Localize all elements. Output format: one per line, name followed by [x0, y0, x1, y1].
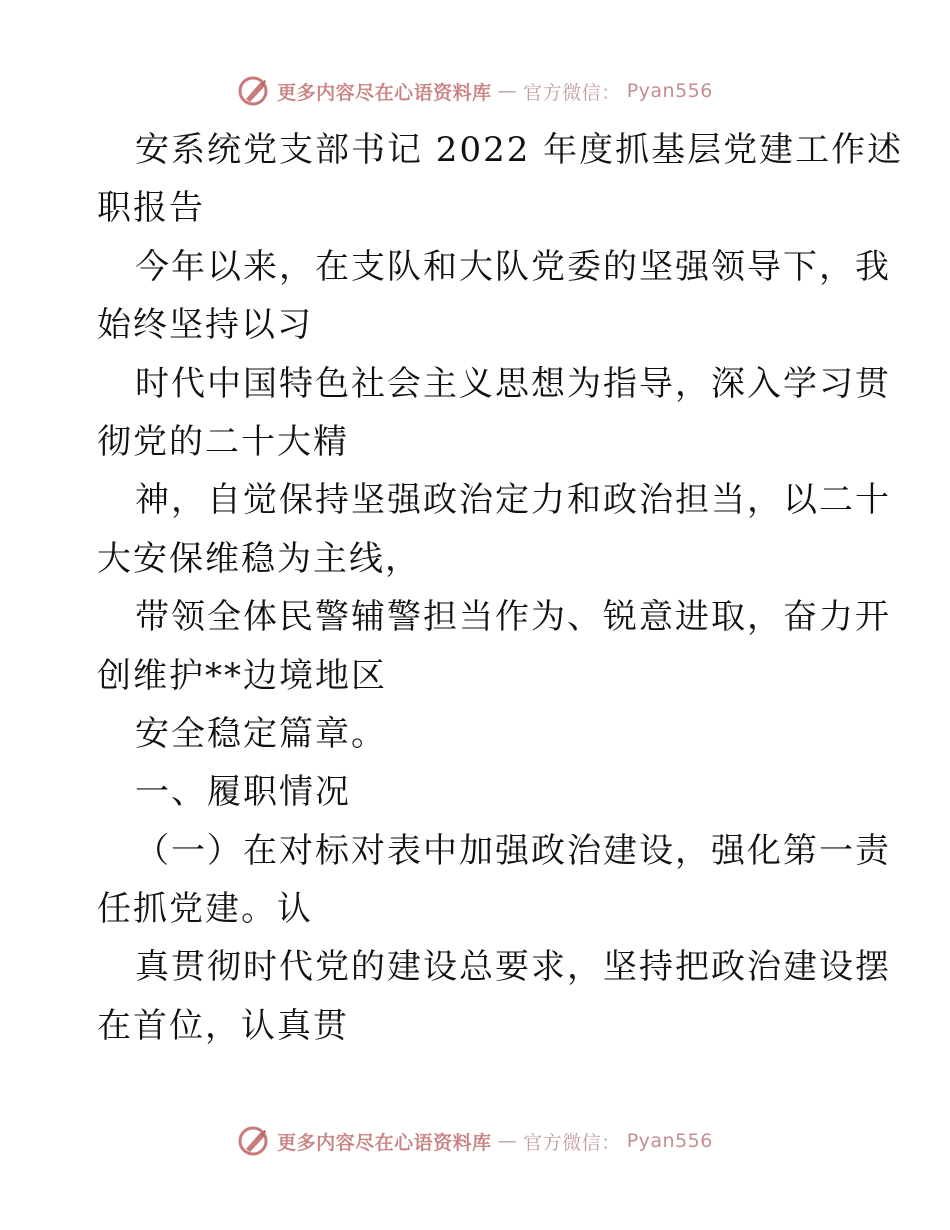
paragraph-line: 带领全体民警辅警担当作为、锐意进取，奋力开	[135, 597, 891, 638]
watermark-wechat-label: 官方微信：	[523, 81, 621, 104]
watermark-separator: —	[497, 1130, 518, 1152]
paragraph-line: 安全稳定篇章。	[135, 713, 387, 754]
paragraph-line: 始终坚持以习	[97, 305, 313, 346]
pen-nib-logo-icon	[237, 1125, 271, 1157]
title-line-1: 安系统党支部书记 2022 年度抓基层党建工作述	[135, 130, 904, 170]
subsection-line: 任抓党建。认	[97, 889, 313, 930]
watermark-wechat-id: Pyan556	[626, 80, 713, 102]
paragraph-line: 彻党的二十大精	[97, 421, 349, 462]
watermark-separator: —	[497, 80, 518, 102]
watermark-main-text: 更多内容尽在心语资料库	[277, 81, 492, 104]
section-heading: 一、履职情况	[135, 772, 351, 813]
subsection-line: （一）在对标对表中加强政治建设，强化第一责	[135, 830, 891, 871]
footer-watermark	[0, 1124, 950, 1158]
watermark-main-text: 更多内容尽在心语资料库	[277, 1131, 492, 1154]
paragraph-line: 大安保维稳为主线，	[97, 538, 421, 579]
paragraph-line: 今年以来，在支队和大队党委的坚强领导下，我	[135, 246, 891, 287]
paragraph-line: 在首位，认真贯	[97, 1005, 349, 1046]
paragraph-line: 创维护**边境地区	[97, 655, 387, 696]
watermark-wechat-id: Pyan556	[626, 1130, 713, 1152]
paragraph-line: 时代中国特色社会主义思想为指导，深入学习贯	[135, 363, 891, 404]
pen-nib-logo-icon	[237, 75, 271, 107]
header-watermark	[0, 74, 950, 108]
paragraph-line: 真贯彻时代党的建设总要求，坚持把政治建设摆	[135, 947, 891, 988]
watermark-wechat-label: 官方微信：	[523, 1131, 621, 1154]
paragraph-line: 神，自觉保持坚强政治定力和政治担当，以二十	[135, 480, 891, 521]
title-line-2: 职报告	[97, 188, 205, 229]
document-body	[97, 121, 904, 1055]
